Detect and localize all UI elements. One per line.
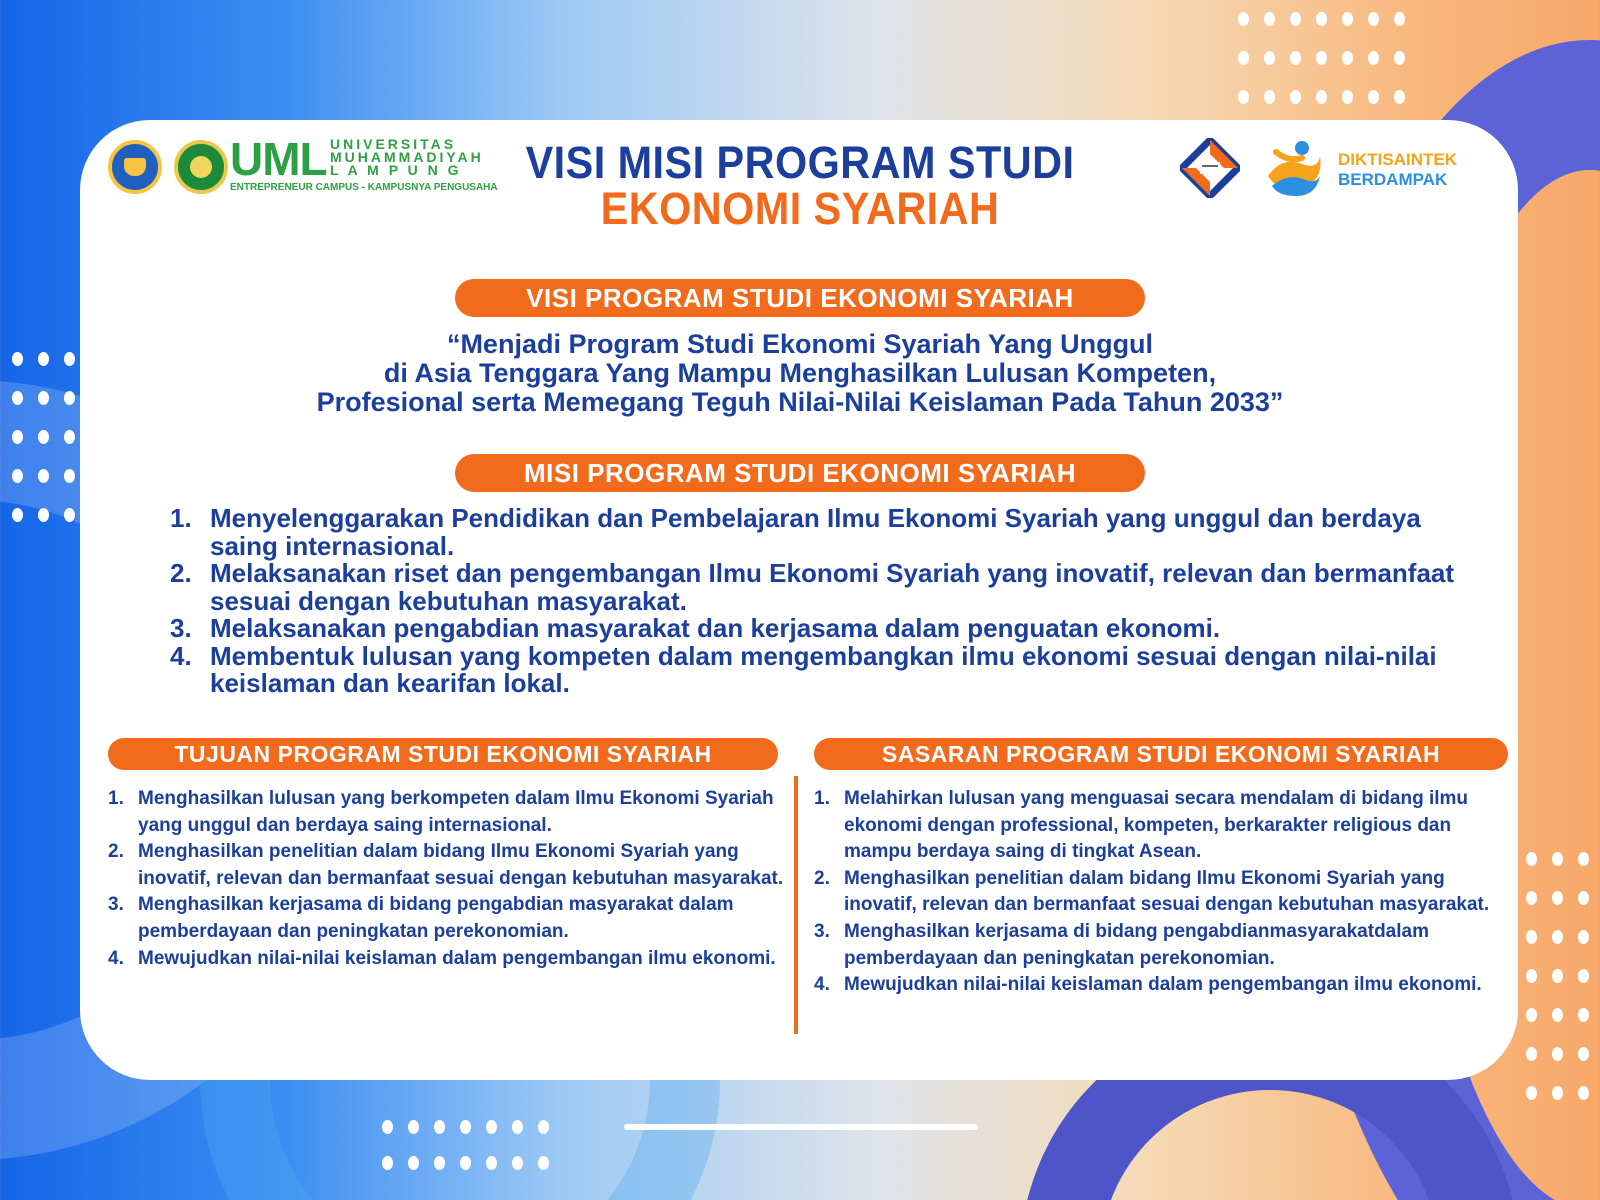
column-divider [794,776,798,1034]
diktisaintek-wordmark: DIKTISAINTEK BERDAMPAK [1338,150,1457,189]
dot-pattern-left [12,352,75,522]
list-item: 4. Mewujudkan nilai-nilai keislaman dalam pengembangan ilmu ekonomi. [814,974,1482,996]
list-item: 1. Melahirkan lulusan yang menguasai secara mendalam di bidang ilmu ekonomi dengan professional, kompeten, berkarakter religious dan mampu berdaya saing di tingkat Asean. [814,788,1469,863]
sasaran-list [814,786,1514,999]
list-item: 1. Menyelenggarakan Pendidikan dan Pembelajaran Ilmu Ekonomi Syariah yang unggul dan berdaya saing internasional. [170,503,1421,561]
misi-heading: MISI PROGRAM STUDI EKONOMI SYARIAH [455,454,1145,492]
list-item: 2. Menghasilkan penelitian dalam bidang Ilmu Ekonomi Syariah yang inovatif, relevan dan bermanfaat sesuai dengan kebutuhan masyarakat. [814,867,1490,916]
list-item: 2. Melaksanakan riset dan pengembangan Ilmu Ekonomi Syariah yang inovatif, relevan dan bermanfaat sesuai dengan kebutuhan masyarakat. [170,558,1455,616]
sasaran-heading: SASARAN PROGRAM STUDI EKONOMI SYARIAH [814,738,1508,770]
visi-heading: VISI PROGRAM STUDI EKONOMI SYARIAH [455,279,1145,317]
visi-statement: “Menjadi Program Studi Ekonomi Syariah Yang Unggul di Asia Tenggara Yang Mampu Menghasilkan Lulusan Kompeten, Profesional serta Memegang Teguh Nilai-Nilai Keislaman Pada Tahun 2033” [316,329,1284,417]
list-item: 1. Menghasilkan lulusan yang berkompeten dalam Ilmu Ekonomi Syariah yang unggul dan berdaya saing internasional. [108,788,774,836]
uml-tagline: ENTREPRENEUR CAMPUS - KAMPUSNYA PENGUSAHA [230,182,498,193]
diktisaintek-logo-icon [1262,136,1326,200]
list-item: 4. Membentuk lulusan yang kompeten dalam mengembangkan ilmu ekonomi sesuai dengan nilai-nilai keislaman dan kearifan lokal. [170,640,1437,698]
page-title-line2: EKONOMI SYARIAH [600,183,1000,234]
ekonomi-syariah-logo-icon [1180,138,1240,198]
list-item: 2. Menghasilkan penelitian dalam bidang Ilmu Ekonomi Syariah yang inovatif, relevan dan bermanfaat sesuai dengan kebutuhan masyarakat. [108,841,784,889]
dot-pattern-bottom [382,1120,549,1170]
misi-list [170,505,1460,698]
uml-name: UNIVERSITAS MUHAMMADIYAH L A M P U N G [330,136,484,178]
list-item: 4. Mewujudkan nilai-nilai keislaman dalam pengembangan ilmu ekonomi. [108,947,776,969]
dot-pattern-top-right [1238,12,1405,104]
list-item: 3. Menghasilkan kerjasama di bidang pengabdianmasyarakatdalam pemberdayaan dan peningkatan perekonomian. [814,920,1429,969]
bottom-decorative-line [624,1124,978,1130]
dot-pattern-right [1526,852,1589,1100]
uml-abbr: UML [230,133,327,185]
kemendikbud-logo-icon [108,140,162,194]
list-item: 3. Melaksanakan pengabdian masyarakat dan kerjasama dalam penguatan ekonomi. [170,613,1221,643]
page-title-line1: VISI MISI PROGRAM STUDI [525,137,1075,188]
tujuan-heading: TUJUAN PROGRAM STUDI EKONOMI SYARIAH [108,738,778,770]
list-item: 3. Menghasilkan kerjasama di bidang pengabdian masyarakat dalam pemberdayaan dan peningkatan perekonomian. [108,894,734,942]
tujuan-list [108,786,798,972]
page-title [430,137,1170,234]
uml-seal-logo-icon [174,140,228,194]
